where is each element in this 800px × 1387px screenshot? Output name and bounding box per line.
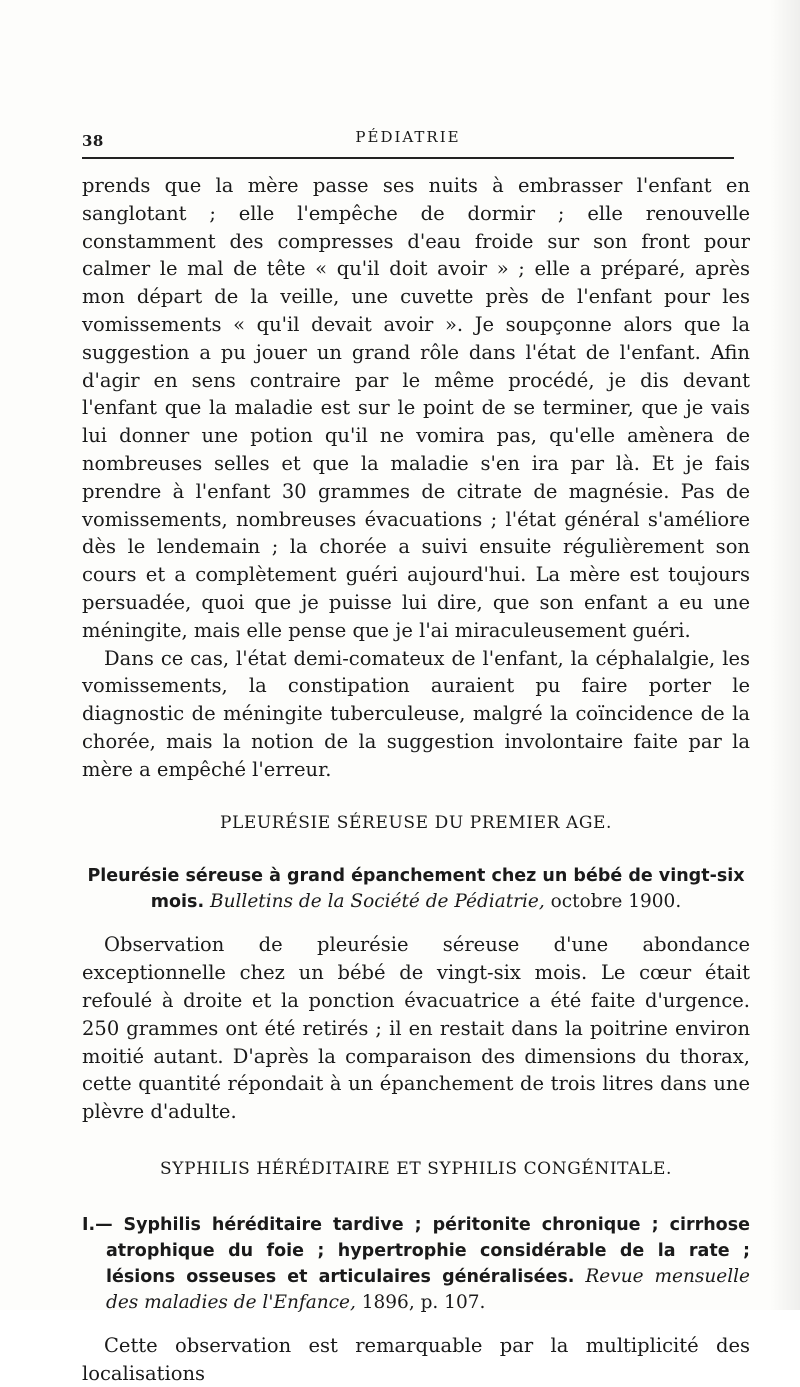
scan-shadow	[770, 0, 800, 1310]
page-header	[82, 126, 734, 156]
reference-title: Syphilis héréditaire tardive ; péritonite chronique ; cirrhose atrophique du foie ; hypertrophie considérable de la rate ; lésions osseuses et articulaires généralisées.	[106, 1214, 750, 1287]
reference-title: Pleurésie séreuse à grand épanchement chez un bébé de vingt-six mois.	[87, 866, 745, 913]
header-rule	[82, 157, 734, 159]
section-heading-pleurisy: PLEURÉSIE SÉREUSE DU PREMIER AGE.	[219, 812, 613, 833]
body-paragraph: prends que la mère passe ses nuits à embrasser l'enfant en sanglotant ; elle l'empêche de dormir ; elle renouvelle constamment des compresses d'eau froide sur son front pour calmer le mal de tête « qu'il doit avoir » ; elle a préparé, après mon départ de la veille, une cuvette près de l'enfant pour les vomissements « qu'il devait avoir ». Je soupçonne alors que la suggestion a pu jouer un grand rôle dans l'état de l'enfant. Afin d'agir en sens contraire par le même procédé, je dis devant l'enfant que la maladie est sur le point de se terminer, que je vais lui donner une potion qu'il ne vomira pas, qu'elle amènera de nombreuses selles et que la maladie s'en ira par là. Et je fais prendre à l'enfant 30 grammes de citrate de magnésie. Pas de vomissements, nombreuses évacuations ; l'état général s'améliore dès le lendemain ; la chorée a suivi ensuite régulièrement son cours et a complètement guéri aujourd'hui. La mère est toujours persuadée, quoi que je puisse lui dire, que son enfant a eu une méningite, mais elle pense que je l'ai miraculeusement guéri.	[82, 174, 750, 642]
section-heading-syphilis: SYPHILIS HÉRÉDITAIRE ET SYPHILIS CONGÉNITALE.	[160, 1158, 672, 1179]
reference-syphilis	[82, 1212, 750, 1316]
reference-date: 1896, p. 107.	[361, 1291, 486, 1313]
page-number: 38	[82, 132, 104, 150]
reference-number: I.—	[82, 1214, 113, 1235]
reference-journal: Revue mensuelle des maladies de l'Enfance,	[106, 1265, 751, 1313]
reference-journal: Bulletins de la Société de Pédiatrie,	[209, 891, 545, 913]
page-body	[82, 172, 750, 1387]
body-paragraph: Dans ce cas, l'état demi-comateux de l'enfant, la céphalalgie, les vomissements, la constipation auraient pu faire porter le diagnostic de méningite tuberculeuse, malgré la coïncidence de la chorée, mais la notion de la suggestion involontaire faite par la mère a empêché l'erreur.	[82, 646, 750, 781]
reference-date: octobre 1900.	[550, 891, 682, 913]
body-paragraph: Cette observation est remarquable par la multiplicité des localisations	[82, 1333, 750, 1385]
body-paragraph: Observation de pleurésie séreuse d'une abondance exceptionnelle chez un bébé de vingt-six mois. Le cœur était refoulé à droite et la ponction évacuatrice a été faite d'urgence. 250 grammes ont été retirés ; il en restait dans la poitrine environ moitié autant. D'après la comparaison des dimensions du thorax, cette quantité répondait à un épanchement de trois litres dans une plèvre d'adulte.	[82, 933, 750, 1124]
reference-pleurisy	[82, 863, 750, 915]
running-title: PÉDIATRIE	[355, 128, 461, 146]
